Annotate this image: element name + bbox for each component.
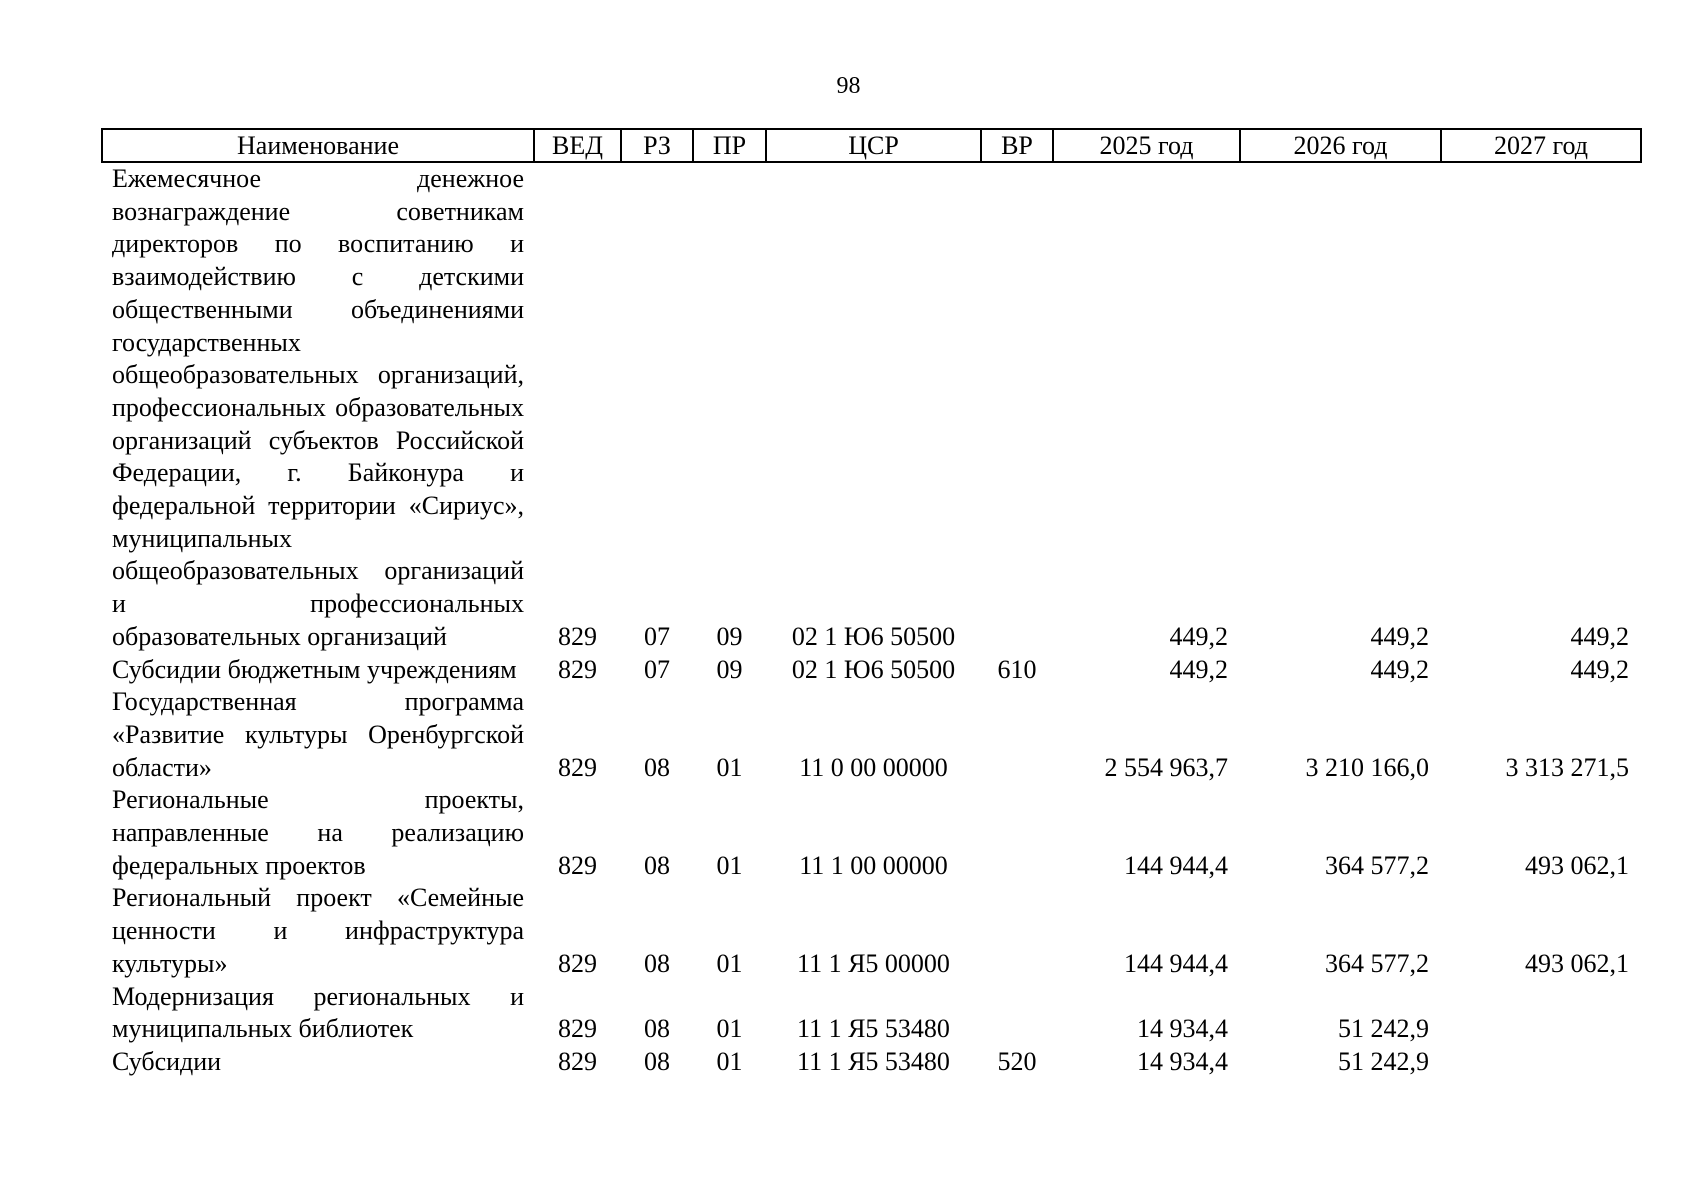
table-row xyxy=(102,686,1641,784)
row-pr: 09 xyxy=(716,654,743,684)
header-csr: ЦСР xyxy=(766,129,981,162)
row-vr xyxy=(981,882,1053,980)
row-2027: 449,2 xyxy=(1570,654,1629,684)
row-rz: 08 xyxy=(644,1014,670,1044)
row-ved: 829 xyxy=(558,752,597,782)
row-2026: 449,2 xyxy=(1370,621,1429,651)
header-rz: РЗ xyxy=(621,129,693,162)
row-2025: 14 934,4 xyxy=(1137,1046,1228,1076)
row-2026: 449,2 xyxy=(1370,654,1429,684)
header-vr: ВР xyxy=(981,129,1053,162)
row-csr: 11 1 Я5 53480 xyxy=(797,1014,950,1044)
row-csr: 11 0 00 00000 xyxy=(799,752,948,782)
row-2025: 144 944,4 xyxy=(1124,948,1228,978)
row-2027 xyxy=(1441,1046,1641,1079)
row-ved: 829 xyxy=(558,850,597,880)
row-ved: 829 xyxy=(558,1014,597,1044)
row-pr: 01 xyxy=(716,1014,743,1044)
row-csr: 11 1 Я5 53480 xyxy=(797,1046,950,1076)
row-rz: 07 xyxy=(644,654,670,684)
header-name: Наименование xyxy=(102,129,534,162)
row-csr: 02 1 Ю6 50500 xyxy=(791,621,956,651)
page-number: 98 xyxy=(836,73,861,99)
row-vr: 610 xyxy=(997,654,1037,684)
row-name: Субсидии xyxy=(112,1046,222,1076)
header-ved: ВЕД xyxy=(534,129,621,162)
row-vr xyxy=(981,981,1053,1046)
row-2026: 364 577,2 xyxy=(1325,948,1429,978)
row-rz: 08 xyxy=(644,850,670,880)
row-vr xyxy=(981,686,1053,784)
row-2027: 493 062,1 xyxy=(1525,948,1629,978)
row-ved: 829 xyxy=(558,948,597,978)
row-csr: 02 1 Ю6 50500 xyxy=(791,654,956,684)
row-name: Модернизация региональных и муниципальных библиотек xyxy=(112,981,524,1044)
table-row xyxy=(102,1046,1641,1079)
row-pr: 01 xyxy=(716,752,743,782)
row-2025: 449,2 xyxy=(1169,621,1228,651)
row-ved: 829 xyxy=(558,654,597,684)
row-rz: 07 xyxy=(644,621,670,651)
budget-table xyxy=(101,128,1642,1079)
row-2027: 3 313 271,5 xyxy=(1505,752,1629,782)
table-row xyxy=(102,162,1641,654)
row-rz: 08 xyxy=(644,948,670,978)
row-2025: 2 554 963,7 xyxy=(1104,752,1228,782)
header-2026: 2026 год xyxy=(1240,129,1441,162)
row-vr xyxy=(981,162,1053,654)
row-ved: 829 xyxy=(558,1046,597,1076)
table-row xyxy=(102,784,1641,882)
row-rz: 08 xyxy=(644,752,670,782)
row-2026: 3 210 166,0 xyxy=(1305,752,1429,782)
header-pr: ПР xyxy=(693,129,766,162)
row-2026: 364 577,2 xyxy=(1325,850,1429,880)
table-row xyxy=(102,981,1641,1046)
row-2026: 51 242,9 xyxy=(1338,1014,1429,1044)
row-csr: 11 1 Я5 00000 xyxy=(797,948,950,978)
row-2027: 449,2 xyxy=(1570,621,1629,651)
row-vr xyxy=(981,784,1053,882)
row-2025: 449,2 xyxy=(1169,654,1228,684)
row-name: Государственная программа «Развитие культуры Оренбургской области» xyxy=(112,687,524,782)
row-ved: 829 xyxy=(558,621,597,651)
row-name: Региональный проект «Семейные ценности и инфраструктура культуры» xyxy=(112,883,524,978)
row-rz: 08 xyxy=(644,1046,670,1076)
row-2026: 51 242,9 xyxy=(1338,1046,1429,1076)
row-pr: 09 xyxy=(716,621,743,651)
table-row xyxy=(102,882,1641,980)
row-vr: 520 xyxy=(997,1046,1037,1076)
header-2027: 2027 год xyxy=(1441,129,1641,162)
table-row xyxy=(102,654,1641,687)
row-pr: 01 xyxy=(716,948,743,978)
header-2025: 2025 год xyxy=(1053,129,1240,162)
header-row xyxy=(102,129,1641,162)
row-2027 xyxy=(1441,981,1641,1046)
row-pr: 01 xyxy=(716,850,743,880)
row-2027: 493 062,1 xyxy=(1525,850,1629,880)
row-name: Региональные проекты, направленные на реализацию федеральных проектов xyxy=(112,785,524,880)
row-name: Ежемесячное денежное вознаграждение советникам директоров по воспитанию и взаимодействию с детскими общественными объединениями государственных общеобразовательных организаций, профессиональных образовательных организаций субъектов Российской Федерации, г. Байконура и федеральной территории «Сириус», муниципальных общеобразовательных организаций и профессиональных образовательных организаций xyxy=(112,164,524,651)
row-2025: 14 934,4 xyxy=(1137,1014,1228,1044)
row-pr: 01 xyxy=(716,1046,743,1076)
row-2025: 144 944,4 xyxy=(1124,850,1228,880)
row-csr: 11 1 00 00000 xyxy=(799,850,948,880)
row-name: Субсидии бюджетным учреждениям xyxy=(112,654,517,684)
